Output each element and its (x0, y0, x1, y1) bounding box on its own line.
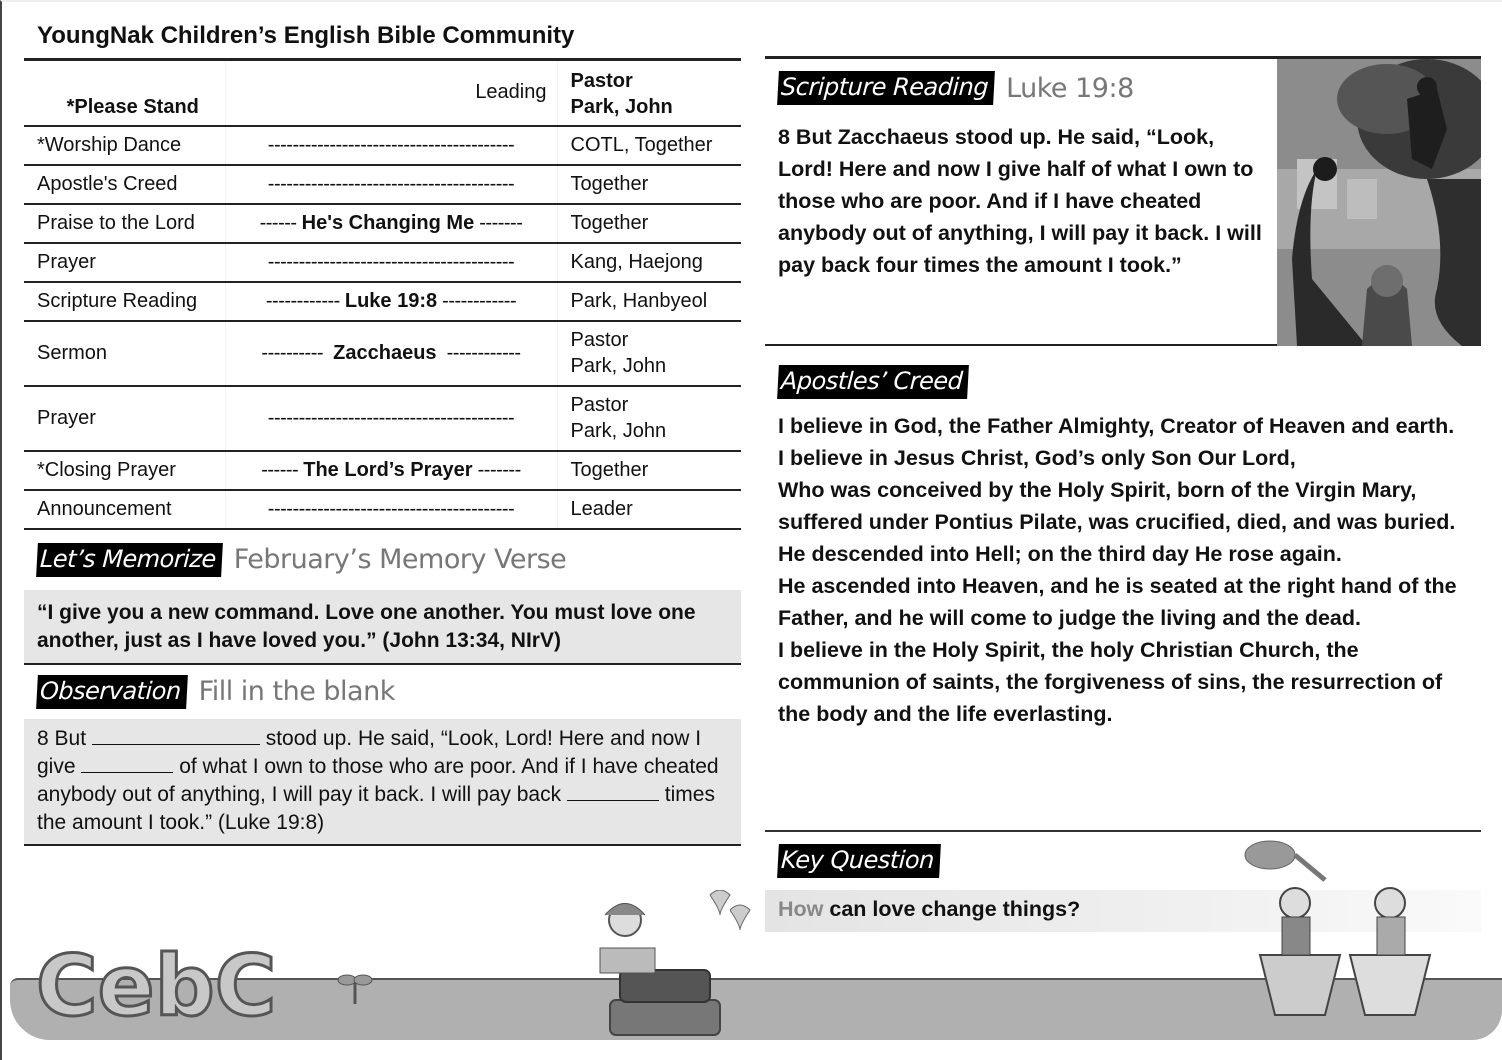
schedule-item: *Closing Prayer (24, 451, 225, 490)
schedule-row (24, 282, 741, 321)
schedule-leader (557, 282, 741, 321)
creed-line: I believe in Jesus Christ, God’s only Son Our Lord, (778, 446, 1296, 470)
header-pastor-title: Pastor (570, 69, 633, 92)
creed-line: Who was conceived by the Holy Spirit, born of the Virgin Mary, suffered under Pontius Pilate, was crucified, died, and was buried. (778, 478, 1456, 534)
schedule-detail (225, 490, 557, 529)
scripture-header (765, 59, 1278, 117)
key-question-muted: How (778, 897, 824, 921)
leader-line: Kang, Haejong (570, 251, 703, 273)
dash-filler: ------------ (265, 289, 345, 312)
schedule-item: *Worship Dance (24, 126, 225, 165)
cebc-logo (30, 940, 330, 1030)
scripture-tag: Scripture Reading (777, 71, 995, 105)
creed-tag: Apostles’ Creed (777, 365, 969, 399)
observation-header (24, 665, 741, 719)
blank-input-2[interactable] (81, 755, 173, 773)
memorize-header (24, 530, 741, 590)
schedule-detail (225, 282, 557, 321)
leader-line: Park, Hanbyeol (570, 290, 708, 312)
creed-header (765, 346, 1481, 408)
dash-filler: ------ (259, 211, 302, 234)
kids-in-flowerpots-illustration (1230, 835, 1460, 1025)
schedule-detail (225, 126, 557, 165)
blank-input-1[interactable] (92, 727, 260, 745)
logo-text: CebC (36, 940, 277, 1030)
dash-filler: ---------------------------------------- (267, 250, 515, 273)
creed-line: He descended into Hell; on the third day He rose again. (778, 542, 1342, 566)
creed-line: I believe in the Holy Spirit, the holy Christian Church, the communion of saints, the forgiveness of sins, the resurrection of the body and the life everlasting. (778, 638, 1443, 726)
dash-filler: ------- (472, 458, 521, 481)
left-column (24, 14, 741, 846)
schedule-leader (557, 165, 741, 204)
worship-schedule-table (24, 58, 741, 530)
schedule-row (24, 321, 741, 386)
dash-filler: ---------------------------------------- (267, 497, 515, 520)
schedule-leader (557, 451, 741, 490)
passage-text: 8 But (37, 726, 92, 750)
illustration-svg (1277, 59, 1481, 346)
detail-title: Luke 19:8 (344, 289, 438, 312)
creed-line: I believe in God, the Father Almighty, Creator of Heaven and earth. (778, 414, 1455, 438)
leader-line: Park, John (570, 420, 667, 442)
schedule-detail (225, 165, 557, 204)
schedule-leader (557, 243, 741, 282)
scripture-reference: Luke 19:8 (1006, 72, 1134, 104)
schedule-leader (557, 204, 741, 243)
creed-line: He ascended into Heaven, and he is seated at the right hand of the Father, and he will come to judge the living and the dead. (778, 574, 1457, 630)
schedule-detail (225, 243, 557, 282)
detail-title: Zacchaeus (333, 341, 437, 364)
passage-text: of what I own to those who are poor. And if I have cheated anybody out of anything, I will pay it back. I will pay back (37, 754, 719, 806)
key-question-tag: Key Question (777, 844, 941, 878)
schedule-item: Praise to the Lord (24, 204, 225, 243)
leader-line: Park, John (570, 355, 667, 377)
schedule-row (24, 490, 741, 529)
passage-text: stood up. He said, “Look, Lord! Here and now I give (37, 726, 702, 778)
dash-filler: ------------ (436, 341, 521, 364)
schedule-row (24, 165, 741, 204)
leader-line: COTL, Together (570, 134, 713, 156)
memorize-tag: Let’s Memorize (36, 543, 223, 577)
schedule-row (24, 451, 741, 490)
schedule-item: Prayer (24, 386, 225, 451)
blank-input-3[interactable] (567, 783, 659, 801)
leader-line: Pastor (570, 329, 629, 351)
schedule-row (24, 386, 741, 451)
schedule-detail (225, 204, 557, 243)
passage-text: times the amount I took.” (Luke 19:8) (37, 782, 715, 834)
sprout-icon (335, 968, 375, 1008)
zacchaeus-tree-illustration (1277, 59, 1481, 346)
scripture-text-area (765, 59, 1278, 285)
schedule-row (24, 126, 741, 165)
right-column (765, 56, 1481, 932)
detail-title: He's Changing Me (301, 211, 475, 234)
dash-filler: ------- (474, 211, 523, 234)
dash-filler: ---------------------------------------- (267, 133, 515, 156)
schedule-leader (557, 126, 741, 165)
key-question-text: can love change things? (823, 897, 1081, 921)
leader-line: Together (570, 173, 649, 195)
page-title: YoungNak Children’s English Bible Community (37, 22, 575, 49)
dash-filler: ---------- (261, 341, 334, 364)
leader-line: Pastor (570, 394, 629, 416)
schedule-leader (557, 386, 741, 451)
observation-tag: Observation (36, 675, 187, 709)
schedule-item: Apostle's Creed (24, 165, 225, 204)
schedule-row (24, 204, 741, 243)
schedule-detail (225, 451, 557, 490)
dash-filler: ---------------------------------------- (267, 172, 515, 195)
fill-in-blank-passage (24, 719, 741, 846)
memory-verse: “I give you a new command. Love one another. You must love one another, just as I have loved you.” (John 13:34, NIrV) (24, 590, 741, 665)
header-leading: Leading (225, 60, 557, 126)
memorize-subtitle: February’s Memory Verse (233, 544, 567, 575)
scripture-section (765, 56, 1481, 346)
observation-subtitle: Fill in the blank (198, 676, 395, 707)
header-pastor-name: Park, John (570, 95, 673, 118)
schedule-detail (225, 386, 557, 451)
schedule-detail (225, 321, 557, 386)
schedule-leader (557, 321, 741, 386)
dash-filler: ------ (261, 458, 304, 481)
creed-text (765, 408, 1481, 832)
dash-filler: ------------ (437, 289, 517, 312)
schedule-item: Sermon (24, 321, 225, 386)
leader-line: Together (570, 459, 649, 481)
girl-reading-books-illustration (580, 890, 760, 1040)
schedule-row (24, 243, 741, 282)
schedule-item: Scripture Reading (24, 282, 225, 321)
header-pastor (557, 60, 741, 126)
schedule-header-row (24, 60, 741, 126)
detail-title: The Lord’s Prayer (303, 458, 473, 481)
schedule-item: Prayer (24, 243, 225, 282)
leader-line: Leader (570, 498, 633, 520)
leader-line: Together (570, 212, 649, 234)
schedule-leader (557, 490, 741, 529)
header-please-stand: *Please Stand (24, 60, 225, 126)
scripture-passage: 8 But Zacchaeus stood up. He said, “Look, Lord! Here and now I give half of what I own to those who are poor. And if I have cheated anybody out of anything, I will pay it back. I will pay back four times the amount I took.” (778, 125, 1262, 277)
dash-filler: ---------------------------------------- (267, 406, 515, 429)
schedule-item: Announcement (24, 490, 225, 529)
